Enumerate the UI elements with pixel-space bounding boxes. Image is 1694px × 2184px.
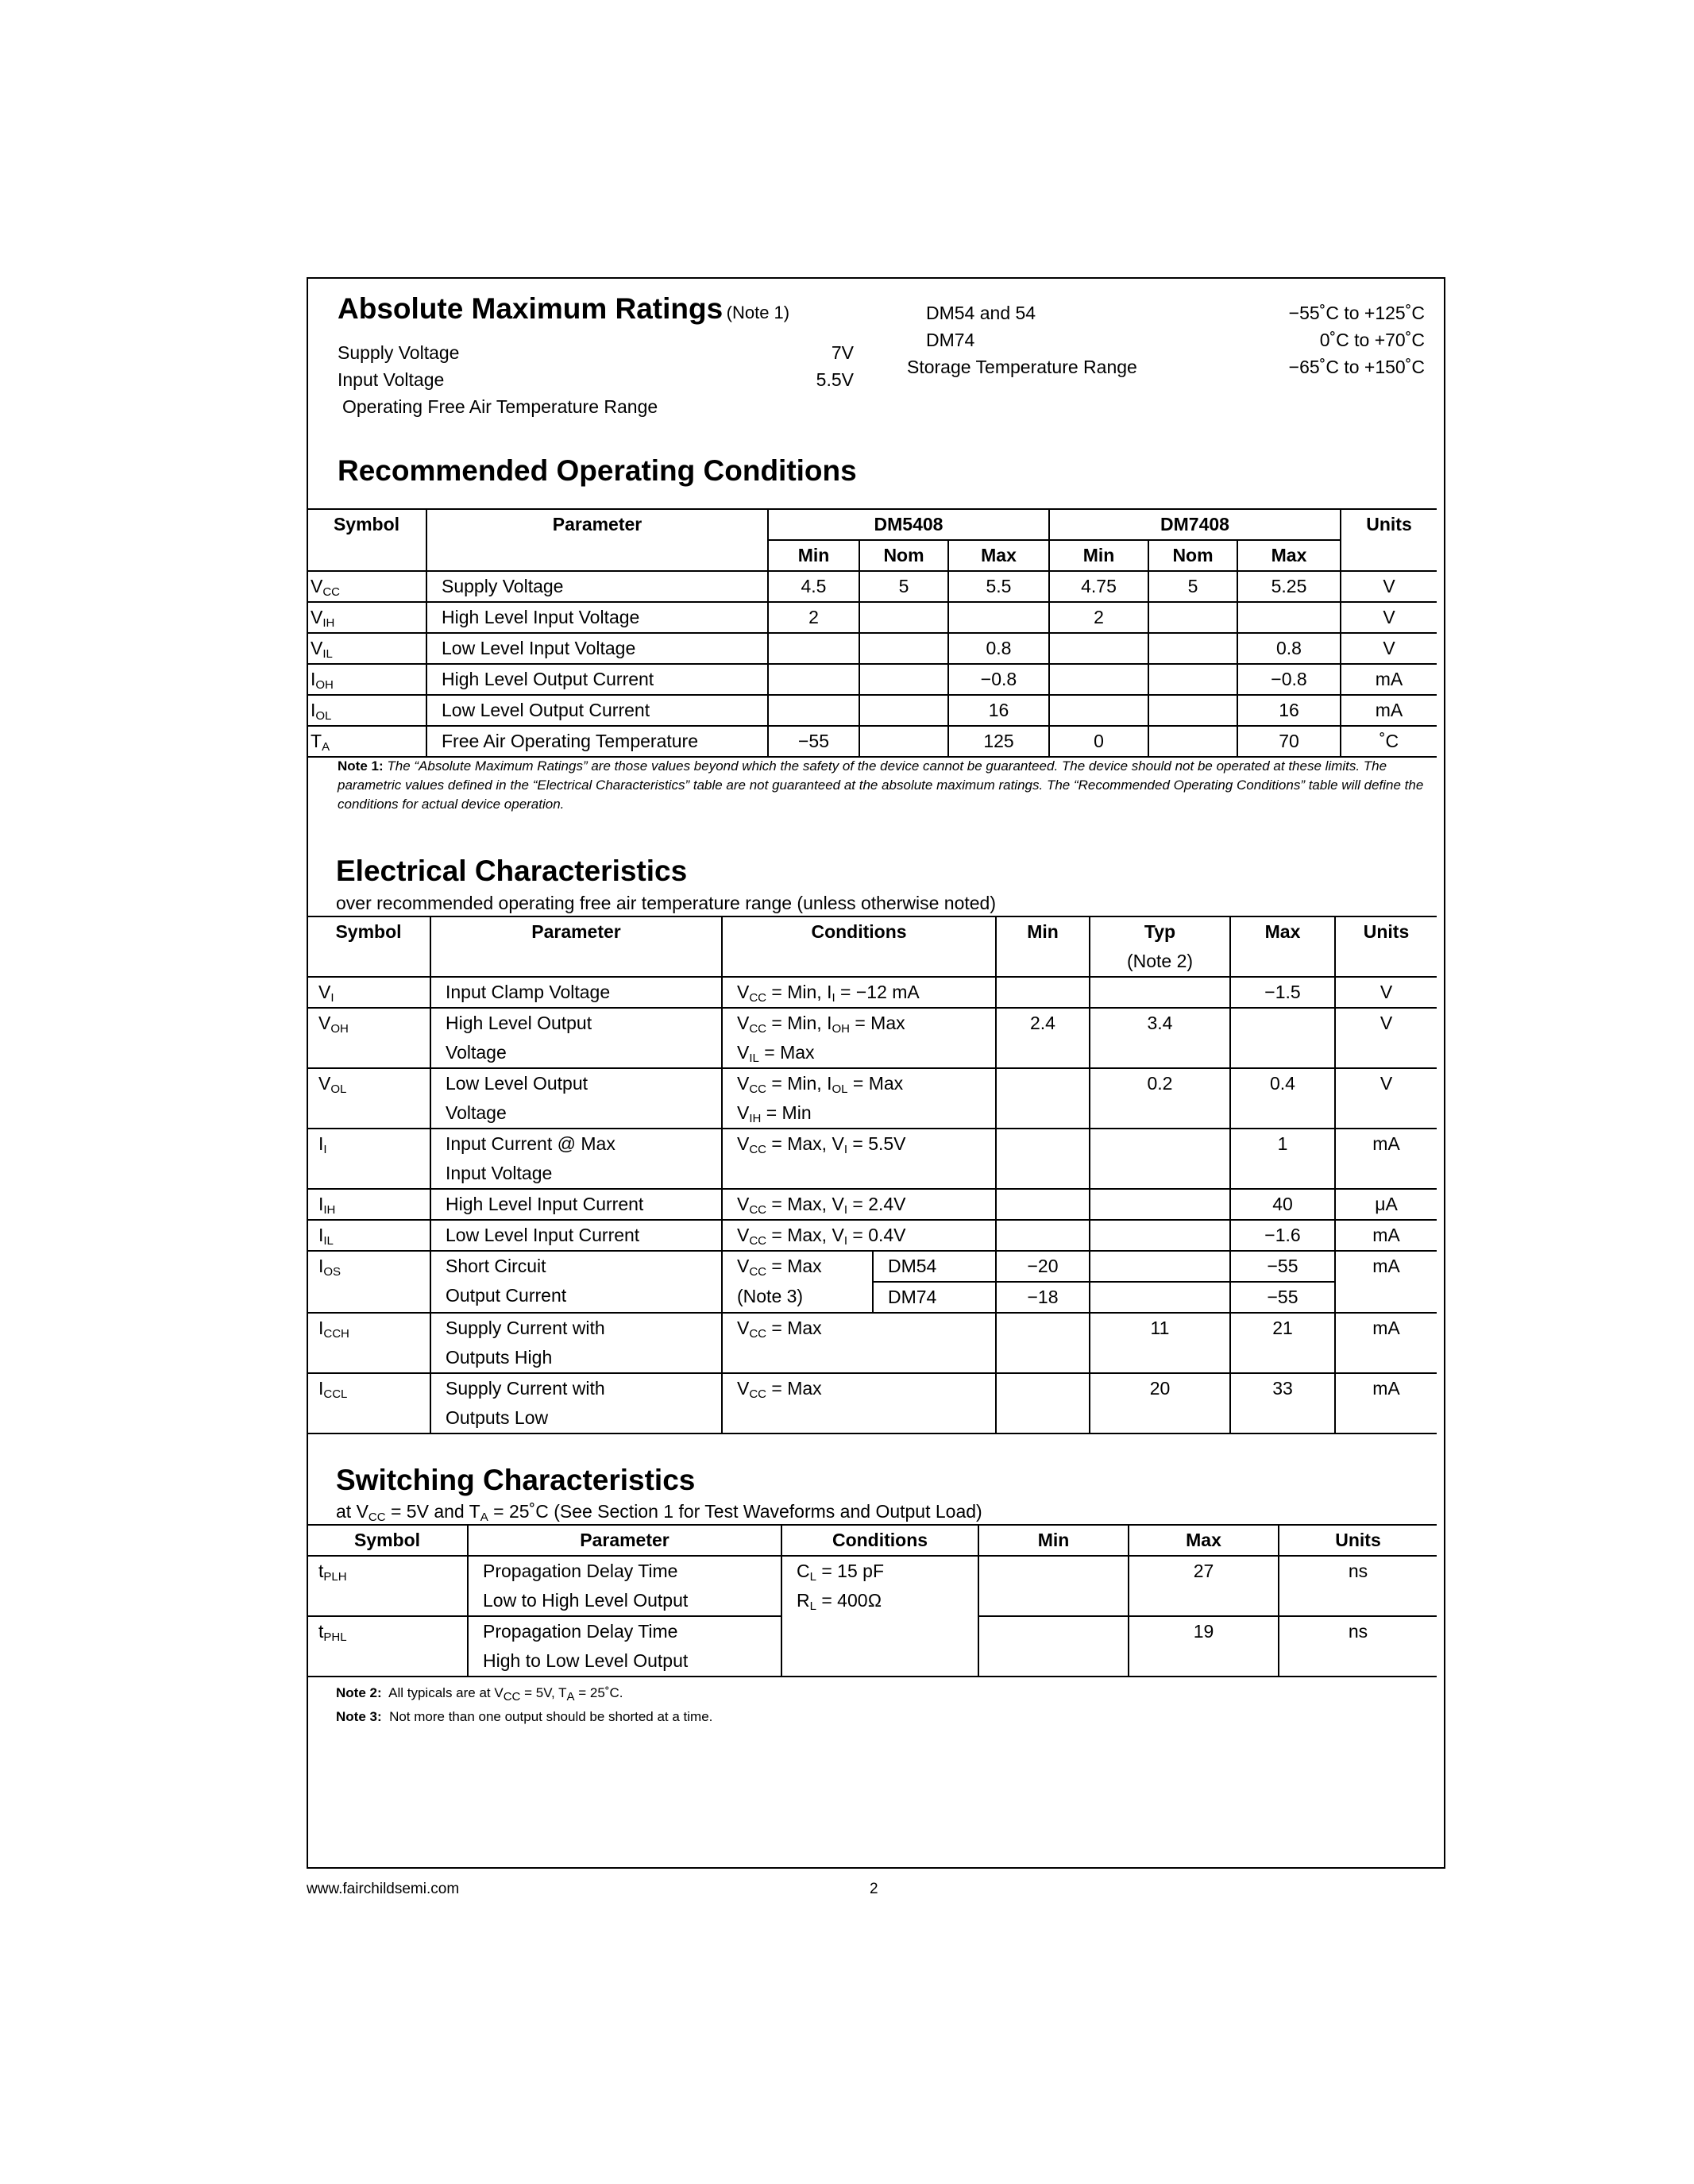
ec-typ bbox=[1090, 1129, 1230, 1189]
note-1 bbox=[338, 757, 1426, 814]
sc-min bbox=[978, 1616, 1129, 1677]
note-3-text: Not more than one output should be shorted at a time. bbox=[389, 1709, 713, 1724]
abs-row-value: −55˚C to +125˚C bbox=[1288, 303, 1425, 323]
ec-row-ios bbox=[307, 1251, 1437, 1282]
roc-symbol: $V_{CC}$ bbox=[307, 571, 426, 602]
ec-device: DM74 bbox=[873, 1282, 996, 1313]
ec-min: −18 bbox=[996, 1282, 1090, 1313]
sc-h-symbol: Symbol bbox=[307, 1525, 468, 1556]
roc-value bbox=[1049, 633, 1148, 664]
ec-conditions: $V_{CC}$ = Max bbox=[722, 1313, 996, 1373]
roc-value: 16 bbox=[948, 695, 1049, 726]
ec-parameter: Input Clamp Voltage bbox=[430, 977, 722, 1008]
ec-typ: 11 bbox=[1090, 1313, 1230, 1373]
roc-symbol: $T_A$ bbox=[307, 726, 426, 757]
roc-value bbox=[1148, 695, 1237, 726]
roc-units: V bbox=[1341, 633, 1437, 664]
abs-row-label: Operating Free Air Temperature Range bbox=[342, 396, 658, 417]
abs-row-value: 5.5V bbox=[816, 369, 854, 390]
roc-value bbox=[1049, 695, 1148, 726]
ec-conditions: $V_{CC}$ = Max, $V_I = 2.4V$ bbox=[722, 1189, 996, 1220]
roc-value bbox=[768, 633, 859, 664]
roc-h-nom: Nom bbox=[859, 540, 948, 571]
roc-parameter: Low Level Output Current bbox=[426, 695, 768, 726]
roc-value: −0.8 bbox=[948, 664, 1049, 695]
ec-typ: 20 bbox=[1090, 1373, 1230, 1433]
roc-units: mA bbox=[1341, 664, 1437, 695]
ec-row bbox=[307, 1008, 1437, 1068]
roc-h-dm5408: DM5408 bbox=[768, 509, 1049, 540]
roc-row bbox=[307, 602, 1437, 633]
ec-symbol: $V_I$ bbox=[307, 977, 430, 1008]
ec-parameter: Low Level Output Voltage bbox=[430, 1068, 722, 1129]
ec-units: V bbox=[1335, 1068, 1437, 1129]
ec-h-max: Max bbox=[1230, 916, 1335, 977]
ec-parameter: High Level Output Voltage bbox=[430, 1008, 722, 1068]
ec-row bbox=[307, 1373, 1437, 1433]
roc-symbol: $I_{OH}$ bbox=[307, 664, 426, 695]
ec-typ bbox=[1090, 1189, 1230, 1220]
ec-typ bbox=[1090, 977, 1230, 1008]
sc-conditions: $C_L = 15$ pF $R_L$ = 400Ω bbox=[781, 1556, 978, 1677]
ec-symbol: $I_{CCL}$ bbox=[307, 1373, 430, 1433]
roc-value: 125 bbox=[948, 726, 1049, 757]
roc-row bbox=[307, 664, 1437, 695]
roc-value bbox=[859, 664, 948, 695]
roc-h-nom: Nom bbox=[1148, 540, 1237, 571]
roc-value: 4.5 bbox=[768, 571, 859, 602]
ec-min bbox=[996, 1129, 1090, 1189]
roc-value: 2 bbox=[768, 602, 859, 633]
sc-max: 27 bbox=[1129, 1556, 1279, 1616]
ec-typ bbox=[1090, 1220, 1230, 1251]
roc-value: 5 bbox=[859, 571, 948, 602]
ec-parameter: Supply Current with Outputs High bbox=[430, 1313, 722, 1373]
roc-value bbox=[768, 695, 859, 726]
roc-value bbox=[859, 602, 948, 633]
sc-header-row bbox=[307, 1525, 1437, 1556]
note-1-label: Note 1: bbox=[338, 758, 384, 774]
ec-conditions: $V_{CC}$ = Max bbox=[722, 1251, 873, 1282]
ec-row bbox=[307, 1129, 1437, 1189]
note-1-text: The “Absolute Maximum Ratings” are those values beyond which the safety of the device cannot be guaranteed. The device should not be operated at these limits. The parametric values defined in the “Electrical Characteristics” table are not guaranteed at the absolute maximum ratings. The “Recommended Operating Conditions” table will define the conditions for actual device operation. bbox=[338, 758, 1424, 812]
ec-parameter: Input Current @ Max Input Voltage bbox=[430, 1129, 722, 1189]
ec-row bbox=[307, 977, 1437, 1008]
abs-row bbox=[907, 357, 1425, 384]
roc-value bbox=[859, 726, 948, 757]
ec-parameter: Short Circuit Output Current bbox=[430, 1251, 722, 1313]
ec-units bbox=[1335, 1282, 1437, 1313]
roc-value: 4.75 bbox=[1049, 571, 1148, 602]
ec-conditions: $V_{CC}$ = Max, $V_I = 0.4V$ bbox=[722, 1220, 996, 1251]
roc-table bbox=[307, 508, 1437, 758]
ec-min bbox=[996, 1068, 1090, 1129]
abs-row-value: −65˚C to +150˚C bbox=[1288, 357, 1425, 377]
roc-value: 16 bbox=[1237, 695, 1341, 726]
roc-parameter: Free Air Operating Temperature bbox=[426, 726, 768, 757]
roc-body bbox=[307, 571, 1437, 757]
roc-value bbox=[1049, 664, 1148, 695]
ec-conditions: $V_{CC}$ = Max, $V_I = 5.5V$ bbox=[722, 1129, 996, 1189]
abs-row-label: DM54 and 54 bbox=[926, 303, 1036, 323]
roc-units: mA bbox=[1341, 695, 1437, 726]
ec-header-row bbox=[307, 916, 1437, 977]
roc-value bbox=[859, 695, 948, 726]
abs-max-left-list bbox=[338, 342, 854, 423]
sc-h-conditions: Conditions bbox=[781, 1525, 978, 1556]
roc-value: 5.5 bbox=[948, 571, 1049, 602]
sc-title: Switching Characteristics bbox=[336, 1464, 696, 1496]
ec-max: 40 bbox=[1230, 1189, 1335, 1220]
roc-value bbox=[859, 633, 948, 664]
abs-row-value: 7V bbox=[831, 342, 854, 363]
ec-symbol: $V_{OL}$ bbox=[307, 1068, 430, 1129]
roc-value: 2 bbox=[1049, 602, 1148, 633]
ec-symbol: $I_{CCH}$ bbox=[307, 1313, 430, 1373]
roc-parameter: High Level Input Voltage bbox=[426, 602, 768, 633]
sc-parameter: Propagation Delay Time High to Low Level Output bbox=[468, 1616, 781, 1677]
roc-value: −55 bbox=[768, 726, 859, 757]
roc-row bbox=[307, 726, 1437, 757]
ec-h-symbol: Symbol bbox=[307, 916, 430, 977]
ec-h-conditions: Conditions bbox=[722, 916, 996, 977]
note-3 bbox=[336, 1705, 712, 1729]
ec-h-parameter: Parameter bbox=[430, 916, 722, 977]
ec-row bbox=[307, 1313, 1437, 1373]
ec-units: mA bbox=[1372, 1256, 1400, 1276]
ec-min bbox=[996, 977, 1090, 1008]
sc-units: ns bbox=[1279, 1616, 1437, 1677]
ec-parameter: Low Level Input Current bbox=[430, 1220, 722, 1251]
ec-min: 2.4 bbox=[996, 1008, 1090, 1068]
roc-value: 70 bbox=[1237, 726, 1341, 757]
ec-max: 0.4 bbox=[1230, 1068, 1335, 1129]
ec-conditions: $V_{CC}$ = Max bbox=[722, 1373, 996, 1433]
sc-h-min: Min bbox=[978, 1525, 1129, 1556]
ec-min: −20 bbox=[996, 1251, 1090, 1282]
sc-parameter: Propagation Delay Time Low to High Level Output bbox=[468, 1556, 781, 1616]
ec-parameter: Supply Current with Outputs Low bbox=[430, 1373, 722, 1433]
roc-units: V bbox=[1341, 571, 1437, 602]
ec-subtitle: over recommended operating free air temperature range (unless otherwise noted) bbox=[336, 893, 996, 913]
ec-max: −55 bbox=[1230, 1251, 1335, 1282]
abs-row bbox=[907, 303, 1425, 330]
abs-max-note-ref: (Note 1) bbox=[726, 303, 790, 322]
sc-h-max: Max bbox=[1129, 1525, 1279, 1556]
roc-h-min: Min bbox=[768, 540, 859, 571]
ec-typ bbox=[1090, 1282, 1230, 1313]
abs-max-title: Absolute Maximum Ratings bbox=[338, 292, 724, 325]
roc-value bbox=[1237, 602, 1341, 633]
roc-value: 5 bbox=[1148, 571, 1237, 602]
ec-units: mA bbox=[1335, 1129, 1437, 1189]
roc-value bbox=[1148, 633, 1237, 664]
roc-symbol: $V_{IL}$ bbox=[307, 633, 426, 664]
ec-conditions: $V_{CC}$ = Min, $I_{OH}$ = Max $V_{IL}$ = Max bbox=[722, 1008, 996, 1068]
roc-h-parameter: Parameter bbox=[426, 509, 768, 571]
abs-row bbox=[338, 342, 854, 369]
sc-units: ns bbox=[1279, 1556, 1437, 1616]
ec-max: −1.5 bbox=[1230, 977, 1335, 1008]
roc-h-symbol: Symbol bbox=[307, 509, 426, 571]
ec-max: 21 bbox=[1230, 1313, 1335, 1373]
ec-h-units: Units bbox=[1363, 921, 1410, 942]
ec-h-min: Min bbox=[996, 916, 1090, 977]
roc-value: 0 bbox=[1049, 726, 1148, 757]
ec-units: mA bbox=[1335, 1313, 1437, 1373]
ec-symbol: $V_{OH}$ bbox=[307, 1008, 430, 1068]
abs-row-label: Input Voltage bbox=[338, 369, 445, 390]
roc-symbol: $V_{IH}$ bbox=[307, 602, 426, 633]
roc-value: −0.8 bbox=[1237, 664, 1341, 695]
sc-row bbox=[307, 1556, 1437, 1616]
ec-max: 1 bbox=[1230, 1129, 1335, 1189]
note-2 bbox=[336, 1681, 712, 1705]
roc-h-dm7408: DM7408 bbox=[1049, 509, 1341, 540]
abs-max-heading bbox=[338, 292, 789, 326]
roc-h-units: Units bbox=[1341, 509, 1437, 571]
ec-symbol: $I_{OS}$ bbox=[307, 1251, 430, 1313]
roc-units: V bbox=[1341, 602, 1437, 633]
ec-min bbox=[996, 1373, 1090, 1433]
ec-max: −55 bbox=[1230, 1282, 1335, 1313]
sc-h-units: Units bbox=[1335, 1530, 1381, 1550]
note-3-label: Note 3: bbox=[336, 1709, 382, 1724]
sc-table bbox=[307, 1524, 1437, 1677]
roc-h-min: Min bbox=[1049, 540, 1148, 571]
abs-row bbox=[338, 369, 854, 396]
roc-value bbox=[768, 664, 859, 695]
sc-min bbox=[978, 1556, 1129, 1616]
ec-device: DM54 bbox=[873, 1251, 996, 1282]
ec-symbol: $I_I$ bbox=[307, 1129, 430, 1189]
ec-max: −1.6 bbox=[1230, 1220, 1335, 1251]
abs-row-label: DM74 bbox=[926, 330, 975, 350]
ec-row bbox=[307, 1189, 1437, 1220]
roc-h-max: Max bbox=[948, 540, 1049, 571]
roc-value bbox=[1148, 664, 1237, 695]
roc-symbol: $I_{OL}$ bbox=[307, 695, 426, 726]
roc-parameter: Low Level Input Voltage bbox=[426, 633, 768, 664]
footer-url[interactable]: www.fairchildsemi.com bbox=[307, 1881, 460, 1897]
sc-body bbox=[307, 1556, 1437, 1677]
ec-conditions: $V_{CC}$ = Min, $I_{OL}$ = Max $V_{IH}$ = Min bbox=[722, 1068, 996, 1129]
abs-max-right-list bbox=[907, 303, 1425, 384]
roc-row bbox=[307, 633, 1437, 664]
roc-value bbox=[1148, 726, 1237, 757]
sc-subtitle: at $V_{CC} = 5V$ and $T_A$ = 25˚C (See Section 1 for Test Waveforms and Output Load) bbox=[336, 1501, 982, 1524]
page-number: 2 bbox=[870, 1881, 878, 1897]
ec-min bbox=[996, 1189, 1090, 1220]
roc-parameter: Supply Voltage bbox=[426, 571, 768, 602]
ec-parameter: High Level Input Current bbox=[430, 1189, 722, 1220]
ec-row bbox=[307, 1220, 1437, 1251]
roc-value: 0.8 bbox=[948, 633, 1049, 664]
ec-min bbox=[996, 1220, 1090, 1251]
roc-value: 0.8 bbox=[1237, 633, 1341, 664]
abs-row-value: 0˚C to +70˚C bbox=[1319, 330, 1425, 350]
abs-row bbox=[907, 330, 1425, 357]
notes-block bbox=[336, 1681, 712, 1729]
ec-h-typ bbox=[1090, 916, 1230, 977]
abs-row bbox=[338, 396, 854, 423]
ec-h-typ-note: (Note 2) bbox=[1126, 951, 1194, 971]
ec-units: μA bbox=[1335, 1189, 1437, 1220]
roc-parameter: High Level Output Current bbox=[426, 664, 768, 695]
note-2-text: All typicals are at $V_{CC} = 5V$, $T_A$ = 25˚C. bbox=[388, 1685, 623, 1704]
ec-symbol: $I_{IL}$ bbox=[307, 1220, 430, 1251]
ec-symbol: $I_{IH}$ bbox=[307, 1189, 430, 1220]
sc-symbol: $t_{PLH}$ bbox=[307, 1556, 468, 1616]
sc-h-parameter: Parameter bbox=[468, 1525, 781, 1556]
ec-typ: 3.4 bbox=[1090, 1008, 1230, 1068]
ec-max: 33 bbox=[1230, 1373, 1335, 1433]
ec-typ: 0.2 bbox=[1090, 1068, 1230, 1129]
roc-h-max: Max bbox=[1237, 540, 1341, 571]
abs-row-label: Storage Temperature Range bbox=[907, 357, 1137, 377]
ec-units: mA bbox=[1335, 1373, 1437, 1433]
sc-symbol: $t_{PHL}$ bbox=[307, 1616, 468, 1677]
abs-row-label: Supply Voltage bbox=[338, 342, 460, 363]
roc-units: ˚C bbox=[1341, 726, 1437, 757]
ec-h-typ-label: Typ bbox=[1144, 921, 1176, 942]
roc-title: Recommended Operating Conditions bbox=[338, 454, 857, 487]
ec-units: V bbox=[1335, 1008, 1437, 1068]
ec-typ bbox=[1090, 1251, 1230, 1282]
ec-row bbox=[307, 1068, 1437, 1129]
ec-body bbox=[307, 977, 1437, 1433]
roc-value bbox=[1148, 602, 1237, 633]
roc-value bbox=[948, 602, 1049, 633]
ec-units: mA bbox=[1335, 1220, 1437, 1251]
ec-title: Electrical Characteristics bbox=[336, 855, 688, 887]
note-2-label: Note 2: bbox=[336, 1685, 382, 1700]
ec-conditions: $V_{CC}$ = Min, $I_I = -12$ mA bbox=[722, 977, 996, 1008]
roc-value: 5.25 bbox=[1237, 571, 1341, 602]
ec-table bbox=[307, 916, 1437, 1434]
ec-max bbox=[1230, 1008, 1335, 1068]
ec-units: V bbox=[1335, 977, 1437, 1008]
roc-header-row bbox=[307, 509, 1437, 540]
roc-row bbox=[307, 571, 1437, 602]
sc-max: 19 bbox=[1129, 1616, 1279, 1677]
roc-row bbox=[307, 695, 1437, 726]
ec-min bbox=[996, 1313, 1090, 1373]
ec-conditions: (Note 3) bbox=[722, 1282, 873, 1313]
